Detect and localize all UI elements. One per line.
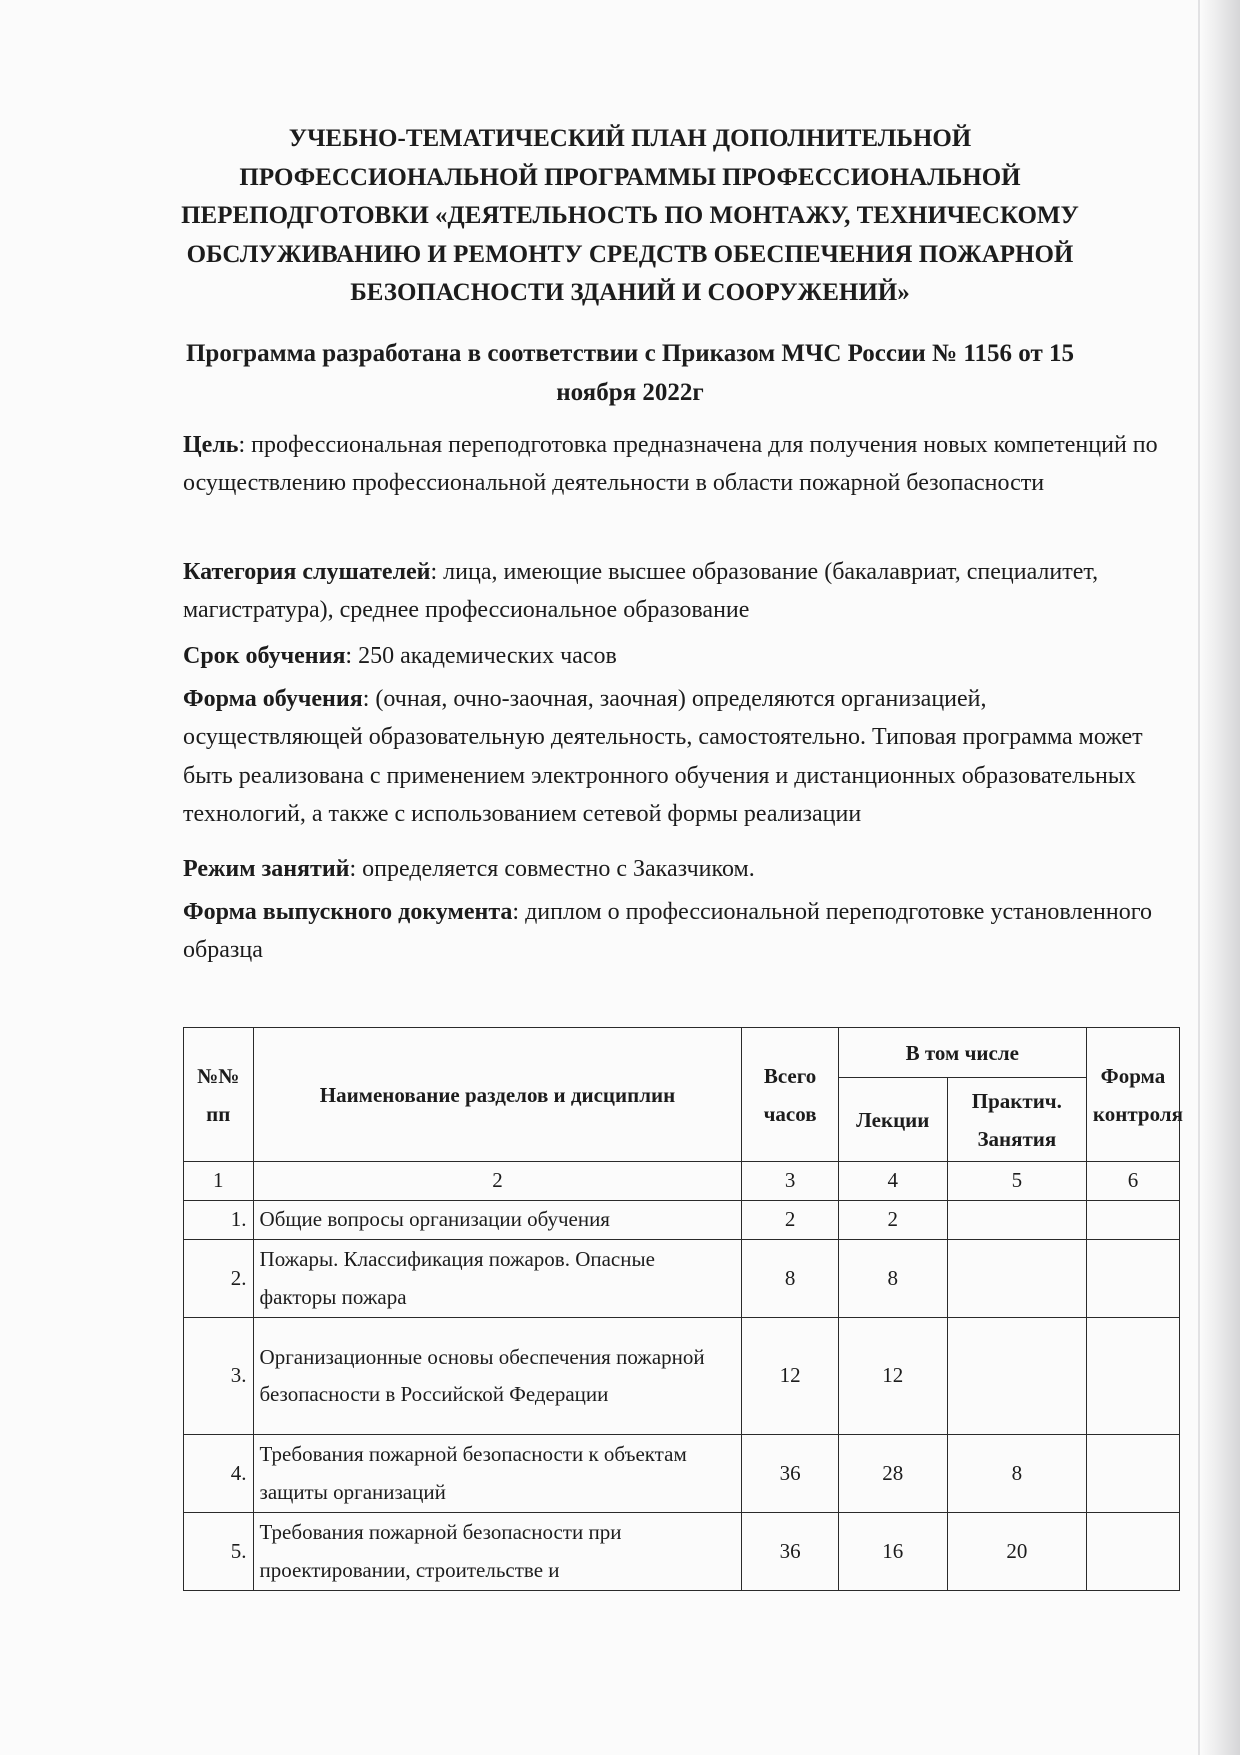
header-lectures: Лекции [838,1078,947,1162]
row-practice [947,1240,1086,1318]
row-total: 8 [742,1240,838,1318]
row-total: 12 [742,1318,838,1435]
table-row [184,1435,1180,1513]
field-label: Режим занятий [183,856,350,882]
table-row [184,1513,1180,1591]
row-lectures: 8 [838,1240,947,1318]
row-name: Пожары. Классификация пожаров. Опасные факторы пожара [253,1240,742,1318]
field-label: Цель [183,432,239,458]
row-num: 4. [184,1435,254,1513]
column-number: 3 [742,1162,838,1201]
table-row [184,1201,1180,1240]
field-label: Форма выпускного документа [183,899,513,925]
table-row [184,1318,1180,1435]
row-num: 5. [184,1513,254,1591]
header-total: Всего часов [742,1028,838,1162]
header-num: №№ пп [184,1028,254,1162]
field-label: Форма обучения [183,686,363,712]
row-control [1086,1201,1179,1240]
header-including: В том числе [838,1028,1086,1078]
curriculum-table [183,1027,1183,1591]
row-total: 36 [742,1435,838,1513]
row-total: 2 [742,1201,838,1240]
field-schedule [183,850,1163,888]
row-num: 2. [184,1240,254,1318]
field-text: : профессиональная переподготовка предназначена для получения новых компетенций по осуществлению профессиональной деятельности в области пожарной безопасности [183,432,1158,497]
row-name: Требования пожарной безопасности при проектировании, строительстве и [253,1513,742,1591]
field-label: Срок обучения [183,643,346,669]
document-title: УЧЕБНО-ТЕМАТИЧЕСКИЙ ПЛАН ДОПОЛНИТЕЛЬНОЙ ПРОФЕССИОНАЛЬНОЙ ПРОГРАММЫ ПРОФЕССИОНАЛЬНОЙ ПЕРЕПОДГОТОВКИ «ДЕЯТЕЛЬНОСТЬ ПО МОНТАЖУ, ТЕХНИЧЕСКОМУ ОБСЛУЖИВАНИЮ И РЕМОНТУ СРЕДСТВ ОБЕСПЕЧЕНИЯ ПОЖАРНОЙ БЕЗОПАСНОСТИ ЗДАНИЙ И СООРУЖЕНИЙ» [181,125,1079,306]
column-number: 1 [184,1162,254,1201]
row-lectures: 2 [838,1201,947,1240]
row-control [1086,1513,1179,1591]
header-practice: Практич. Занятия [947,1078,1086,1162]
field-label: Категория слушателей [183,559,431,585]
field-certificate [183,893,1163,970]
row-control [1086,1240,1179,1318]
field-text: : лица, имеющие высшее образование (бакалавриат, специалитет, магистратура), среднее профессиональное образование [183,559,1099,624]
field-goal [183,426,1163,503]
row-practice [947,1201,1086,1240]
column-number: 6 [1086,1162,1179,1201]
row-name: Общие вопросы организации обучения [253,1201,742,1240]
row-num: 3. [184,1318,254,1435]
scan-edge-shadow [1200,0,1240,1755]
row-lectures: 16 [838,1513,947,1591]
column-number: 2 [253,1162,742,1201]
row-name: Организационные основы обеспечения пожарной безопасности в Российской Федерации [253,1318,742,1435]
field-study-form [183,680,1163,833]
column-number: 5 [947,1162,1086,1201]
row-num: 1. [184,1201,254,1240]
field-text: : 250 академических часов [345,643,617,669]
field-duration [183,637,1163,675]
row-practice: 8 [947,1435,1086,1513]
field-audience [183,553,1163,630]
header-control: Форма контроля [1086,1028,1179,1162]
column-number-row [184,1162,1180,1201]
row-control [1086,1318,1179,1435]
row-practice [947,1318,1086,1435]
row-control [1086,1435,1179,1513]
table-row [184,1240,1180,1318]
field-text: : (очная, очно-заочная, заочная) определяются организацией, осуществляющей образовательную деятельность, самостоятельно. Типовая программа может быть реализована с применением электронного обучения и дистанционных образовательных технологий, а также с использованием сетевой формы реализации [183,686,1143,827]
document-subtitle: Программа разработана в соответствии с Приказом МЧС России № 1156 от 15 ноября 2022г [185,340,1074,406]
row-lectures: 28 [838,1435,947,1513]
field-text: : диплом о профессиональной переподготовке установленного образца [183,899,1152,964]
column-number: 4 [838,1162,947,1201]
row-name: Требования пожарной безопасности к объектам защиты организаций [253,1435,742,1513]
row-total: 36 [742,1513,838,1591]
row-practice: 20 [947,1513,1086,1591]
field-text: : определяется совместно с Заказчиком. [349,856,755,882]
row-lectures: 12 [838,1318,947,1435]
header-name: Наименование разделов и дисциплин [253,1028,742,1162]
